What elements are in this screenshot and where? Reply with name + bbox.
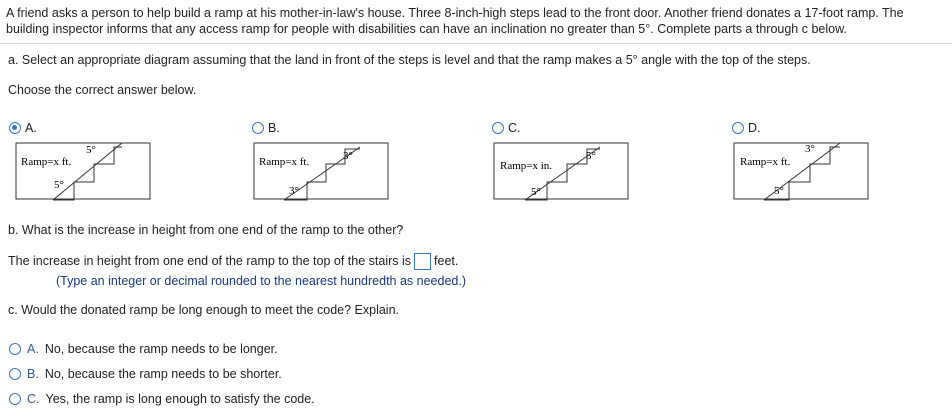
ramp-label: Ramp=x ft.: [740, 156, 791, 168]
option-d-label: D.: [748, 121, 761, 135]
option-b-label: B.: [268, 121, 280, 135]
diagram-b: [252, 142, 392, 202]
angle-top-label: 5°: [586, 150, 596, 162]
part-c-question: c. Would the donated ramp be long enough to meet the code? Explain.: [8, 303, 400, 317]
radio-unselected-icon[interactable]: [492, 122, 504, 134]
part-a-question: a. Select an appropriate diagram assuming that the land in front of the steps is level and that the ramp makes a 5° angle with the top of the steps.: [8, 53, 811, 67]
radio-unselected-icon[interactable]: [732, 122, 744, 134]
answer-suffix: feet.: [434, 253, 459, 268]
radio-unselected-icon[interactable]: [9, 343, 21, 355]
ramp-label: Ramp=x in.: [500, 160, 553, 172]
option-c-radio[interactable]: [492, 121, 521, 135]
part-b-hint: (Type an integer or decimal rounded to the nearest hundredth as needed.): [56, 274, 466, 288]
diagram-a: [14, 142, 154, 202]
angle-bottom-label: 3°: [289, 185, 299, 197]
part-c-option-c[interactable]: [9, 392, 315, 406]
option-a-radio[interactable]: [9, 121, 37, 135]
option-letter: C.: [27, 392, 40, 406]
part-c-option-b[interactable]: [9, 367, 282, 381]
angle-top-label: 5°: [86, 144, 96, 156]
diagram-d: [732, 142, 872, 202]
radio-unselected-icon[interactable]: [9, 393, 21, 405]
part-a-instruction: Choose the correct answer below.: [8, 83, 197, 97]
radio-unselected-icon[interactable]: [9, 368, 21, 380]
ramp-label: Ramp=x ft.: [21, 156, 72, 168]
option-c-label: C.: [508, 121, 521, 135]
angle-top-label: 3°: [805, 143, 815, 155]
problem-statement: A friend asks a person to help build a ramp at his mother-in-law's house. Three 8-inch-high steps lead to the front door. Another friend donates a 17-foot ramp. The building inspector informs that any access ramp for people with disabilities can have an inclination no greater than 5°. Complete parts a through c below.: [6, 6, 904, 36]
angle-bottom-label: 5°: [774, 185, 784, 197]
option-d-radio[interactable]: [732, 121, 761, 135]
option-letter: A.: [27, 342, 39, 356]
option-text: No, because the ramp needs to be shorter.: [44, 367, 282, 381]
option-text: Yes, the ramp is long enough to satisfy the code.: [45, 392, 315, 406]
part-c-option-a[interactable]: [9, 342, 278, 356]
height-answer-input[interactable]: [414, 253, 431, 270]
angle-bottom-label: 5°: [54, 179, 64, 191]
answer-prefix: The increase in height from one end of the ramp to the top of the stairs is: [8, 253, 412, 268]
radio-selected-icon[interactable]: [9, 122, 21, 134]
diagram-c: [492, 142, 632, 202]
part-b-answer-row: [8, 253, 458, 270]
ramp-label: Ramp=x ft.: [259, 156, 310, 168]
angle-top-label: 3°: [343, 150, 353, 162]
option-b-radio[interactable]: [252, 121, 280, 135]
divider: [0, 43, 952, 44]
part-b-question: b. What is the increase in height from one end of the ramp to the other?: [8, 223, 404, 237]
radio-unselected-icon[interactable]: [252, 122, 264, 134]
option-a-label: A.: [25, 121, 37, 135]
option-text: No, because the ramp needs to be longer.: [44, 342, 278, 356]
option-letter: B.: [27, 367, 39, 381]
angle-bottom-label: 5°: [531, 186, 541, 198]
